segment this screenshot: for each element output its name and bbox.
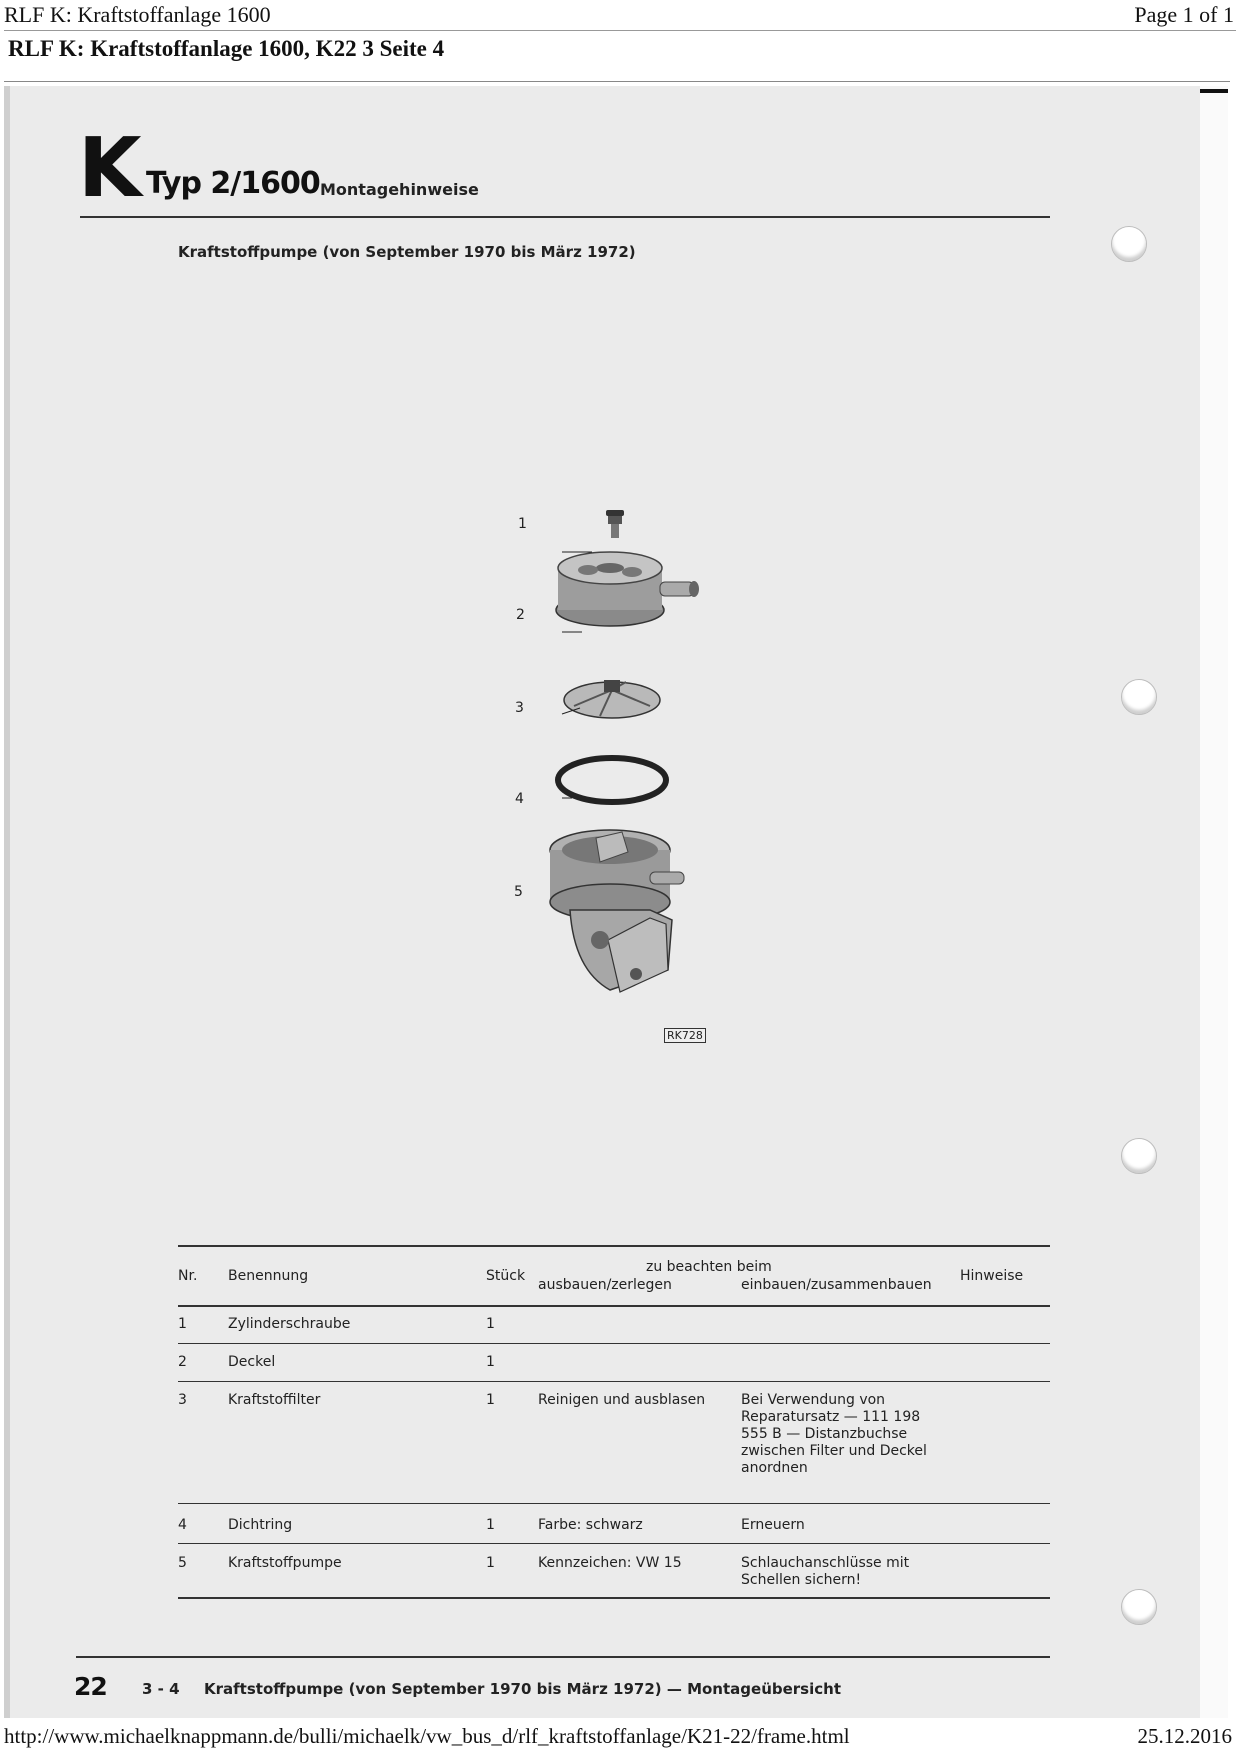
pump-body-part bbox=[550, 830, 684, 992]
category-label: Montagehinweise bbox=[320, 180, 479, 199]
row-4-qty: 1 bbox=[486, 1517, 495, 1533]
section-letter: K bbox=[78, 121, 140, 216]
table-header-rule bbox=[178, 1305, 1050, 1307]
footer-caption: Kraftstoffpumpe (von September 1970 bis März 1972) — Montageübersicht bbox=[204, 1680, 841, 1698]
punch-hole-1 bbox=[1111, 226, 1147, 262]
print-date: 25.12.2016 bbox=[1137, 1724, 1232, 1748]
row-3-qty: 1 bbox=[486, 1392, 495, 1408]
document-title: RLF K: Kraftstoffanlage 1600, K22 3 Seite 4 bbox=[8, 36, 445, 61]
row-2-rule bbox=[178, 1381, 1050, 1382]
row-5-ausbauen: Kennzeichen: VW 15 bbox=[538, 1555, 682, 1571]
scan-left-shadow bbox=[4, 86, 10, 1718]
filter-part bbox=[564, 680, 660, 718]
row-1-name: Zylinderschraube bbox=[228, 1316, 351, 1332]
scan-corner-mark bbox=[1200, 89, 1228, 93]
header-hinweise: Hinweise bbox=[960, 1268, 1024, 1284]
row-4-name: Dichtring bbox=[228, 1517, 293, 1533]
title-rule bbox=[4, 81, 1230, 82]
row-3-name: Kraftstoffilter bbox=[228, 1392, 321, 1408]
header-einbauen: einbauen/zusammenbauen bbox=[741, 1277, 932, 1293]
header-stueck: Stück bbox=[486, 1268, 526, 1284]
callout-3: 3 bbox=[515, 700, 524, 716]
punch-hole-2 bbox=[1121, 679, 1157, 715]
section-subheading: Kraftstoffpumpe (von September 1970 bis März 1972) bbox=[178, 243, 636, 261]
header-ausbauen: ausbauen/zerlegen bbox=[538, 1277, 672, 1293]
row-3-nr: 3 bbox=[178, 1392, 187, 1408]
row-1-nr: 1 bbox=[178, 1316, 187, 1332]
header-zu-beachten: zu beachten beim bbox=[646, 1259, 772, 1275]
page-number: 22 bbox=[74, 1672, 107, 1701]
figure-id: RK728 bbox=[664, 1028, 706, 1043]
print-header bbox=[0, 0, 1240, 30]
row-5-nr: 5 bbox=[178, 1555, 187, 1571]
model-title: Typ 2/1600 bbox=[146, 166, 320, 201]
section-number: 3 - 4 bbox=[142, 1680, 180, 1698]
callout-1: 1 bbox=[518, 516, 527, 532]
row-5-einbauen: Schlauchanschlüsse mit Schellen sichern! bbox=[741, 1555, 910, 1588]
header-benennung: Benennung bbox=[228, 1268, 309, 1284]
header-nr: Nr. bbox=[178, 1268, 198, 1284]
exploded-view-figure bbox=[500, 500, 740, 1060]
row-5-name: Kraftstoffpumpe bbox=[228, 1555, 342, 1571]
row-4-ausbauen: Farbe: schwarz bbox=[538, 1517, 643, 1533]
row-4-nr: 4 bbox=[178, 1517, 187, 1533]
row-5-qty: 1 bbox=[486, 1555, 495, 1571]
row-4-rule bbox=[178, 1543, 1050, 1544]
row-2-nr: 2 bbox=[178, 1354, 187, 1370]
table-top-rule bbox=[178, 1245, 1050, 1247]
row-1-qty: 1 bbox=[486, 1316, 495, 1332]
scan-right-edge bbox=[1200, 86, 1228, 1718]
source-url: http://www.michaelknappmann.de/bulli/michaelk/vw_bus_d/rlf_kraftstoffanlage/K21-22/frame.html bbox=[4, 1724, 850, 1748]
row-3-ausbauen: Reinigen und ausblasen bbox=[538, 1392, 706, 1408]
row-4-einbauen: Erneuern bbox=[741, 1517, 805, 1533]
row-3-einbauen: Bei Verwendung von Reparatursatz — 111 198 555 B — Distanzbuchse zwischen Filter und Deckel anordnen bbox=[741, 1392, 927, 1476]
cover-part bbox=[556, 552, 699, 626]
punch-hole-3 bbox=[1121, 1138, 1157, 1174]
callout-2: 2 bbox=[516, 607, 525, 623]
callout-4: 4 bbox=[515, 791, 524, 807]
print-header-page: Page 1 of 1 bbox=[1134, 2, 1234, 27]
footer-rule bbox=[76, 1656, 1050, 1658]
print-header-rule bbox=[4, 30, 1236, 31]
punch-hole-4 bbox=[1121, 1589, 1157, 1625]
row-3-rule bbox=[178, 1503, 1050, 1504]
row-1-rule bbox=[178, 1343, 1050, 1344]
table-bottom-rule bbox=[178, 1597, 1050, 1599]
header-rule bbox=[80, 216, 1050, 218]
seal-ring-part bbox=[558, 758, 666, 802]
callout-5: 5 bbox=[514, 884, 523, 900]
print-header-title: RLF K: Kraftstoffanlage 1600 bbox=[4, 2, 271, 27]
row-2-qty: 1 bbox=[486, 1354, 495, 1370]
screw-part bbox=[606, 510, 624, 538]
row-2-name: Deckel bbox=[228, 1354, 276, 1370]
